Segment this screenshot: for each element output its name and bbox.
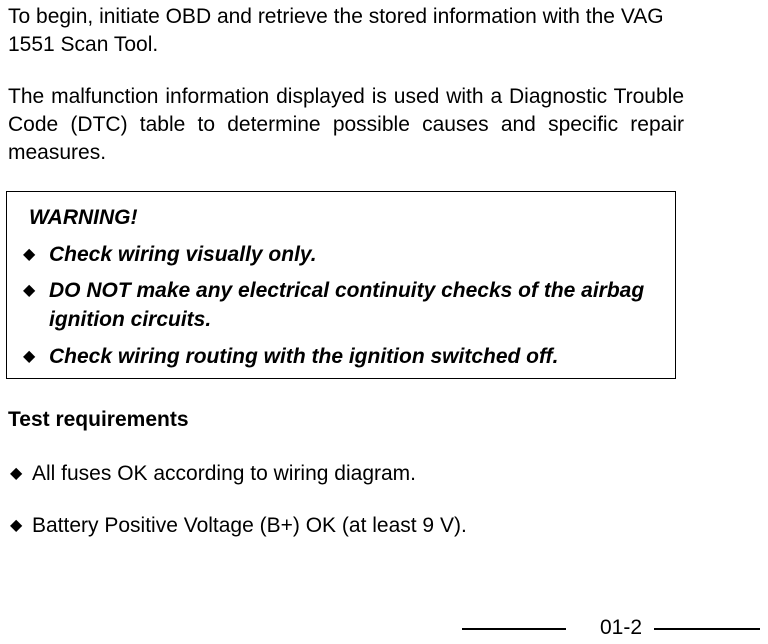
diamond-bullet-icon: ◆ xyxy=(10,465,23,482)
warning-item-text: Check wiring routing with the ignition switched off. xyxy=(49,345,559,368)
warning-item-text: Check wiring visually only. xyxy=(49,243,317,266)
footer-rule-left xyxy=(462,628,566,630)
diamond-bullet-icon: ◆ xyxy=(23,282,36,299)
intro-paragraph-1: To begin, initiate OBD and retrieve the stored information with the VAG 1551 Scan Tool. xyxy=(8,5,664,56)
requirement-item xyxy=(10,512,710,540)
diamond-bullet-icon: ◆ xyxy=(23,348,36,365)
diamond-bullet-icon: ◆ xyxy=(10,517,23,534)
warning-item-text: DO NOT make any electrical continuity checks of the airbag ignition circuits. xyxy=(49,279,645,331)
intro-paragraph-2: The malfunction information displayed is used with a Diagnostic Trouble Code (DTC) table to determine possible causes and specific repair measures. xyxy=(8,85,684,164)
test-requirements-heading: Test requirements xyxy=(8,408,189,431)
warning-item xyxy=(23,342,663,371)
warning-box xyxy=(6,191,676,379)
diamond-bullet-icon: ◆ xyxy=(23,246,36,263)
warning-item xyxy=(23,240,663,269)
page-number: 01-2 xyxy=(600,616,643,639)
requirement-item-text: Battery Positive Voltage (B+) OK (at least 9 V). xyxy=(32,514,467,537)
footer-rule-right xyxy=(654,628,760,630)
warning-item xyxy=(23,276,663,334)
warning-title: WARNING! xyxy=(29,206,138,229)
requirement-item xyxy=(10,460,710,488)
requirement-item-text: All fuses OK according to wiring diagram. xyxy=(32,462,416,485)
